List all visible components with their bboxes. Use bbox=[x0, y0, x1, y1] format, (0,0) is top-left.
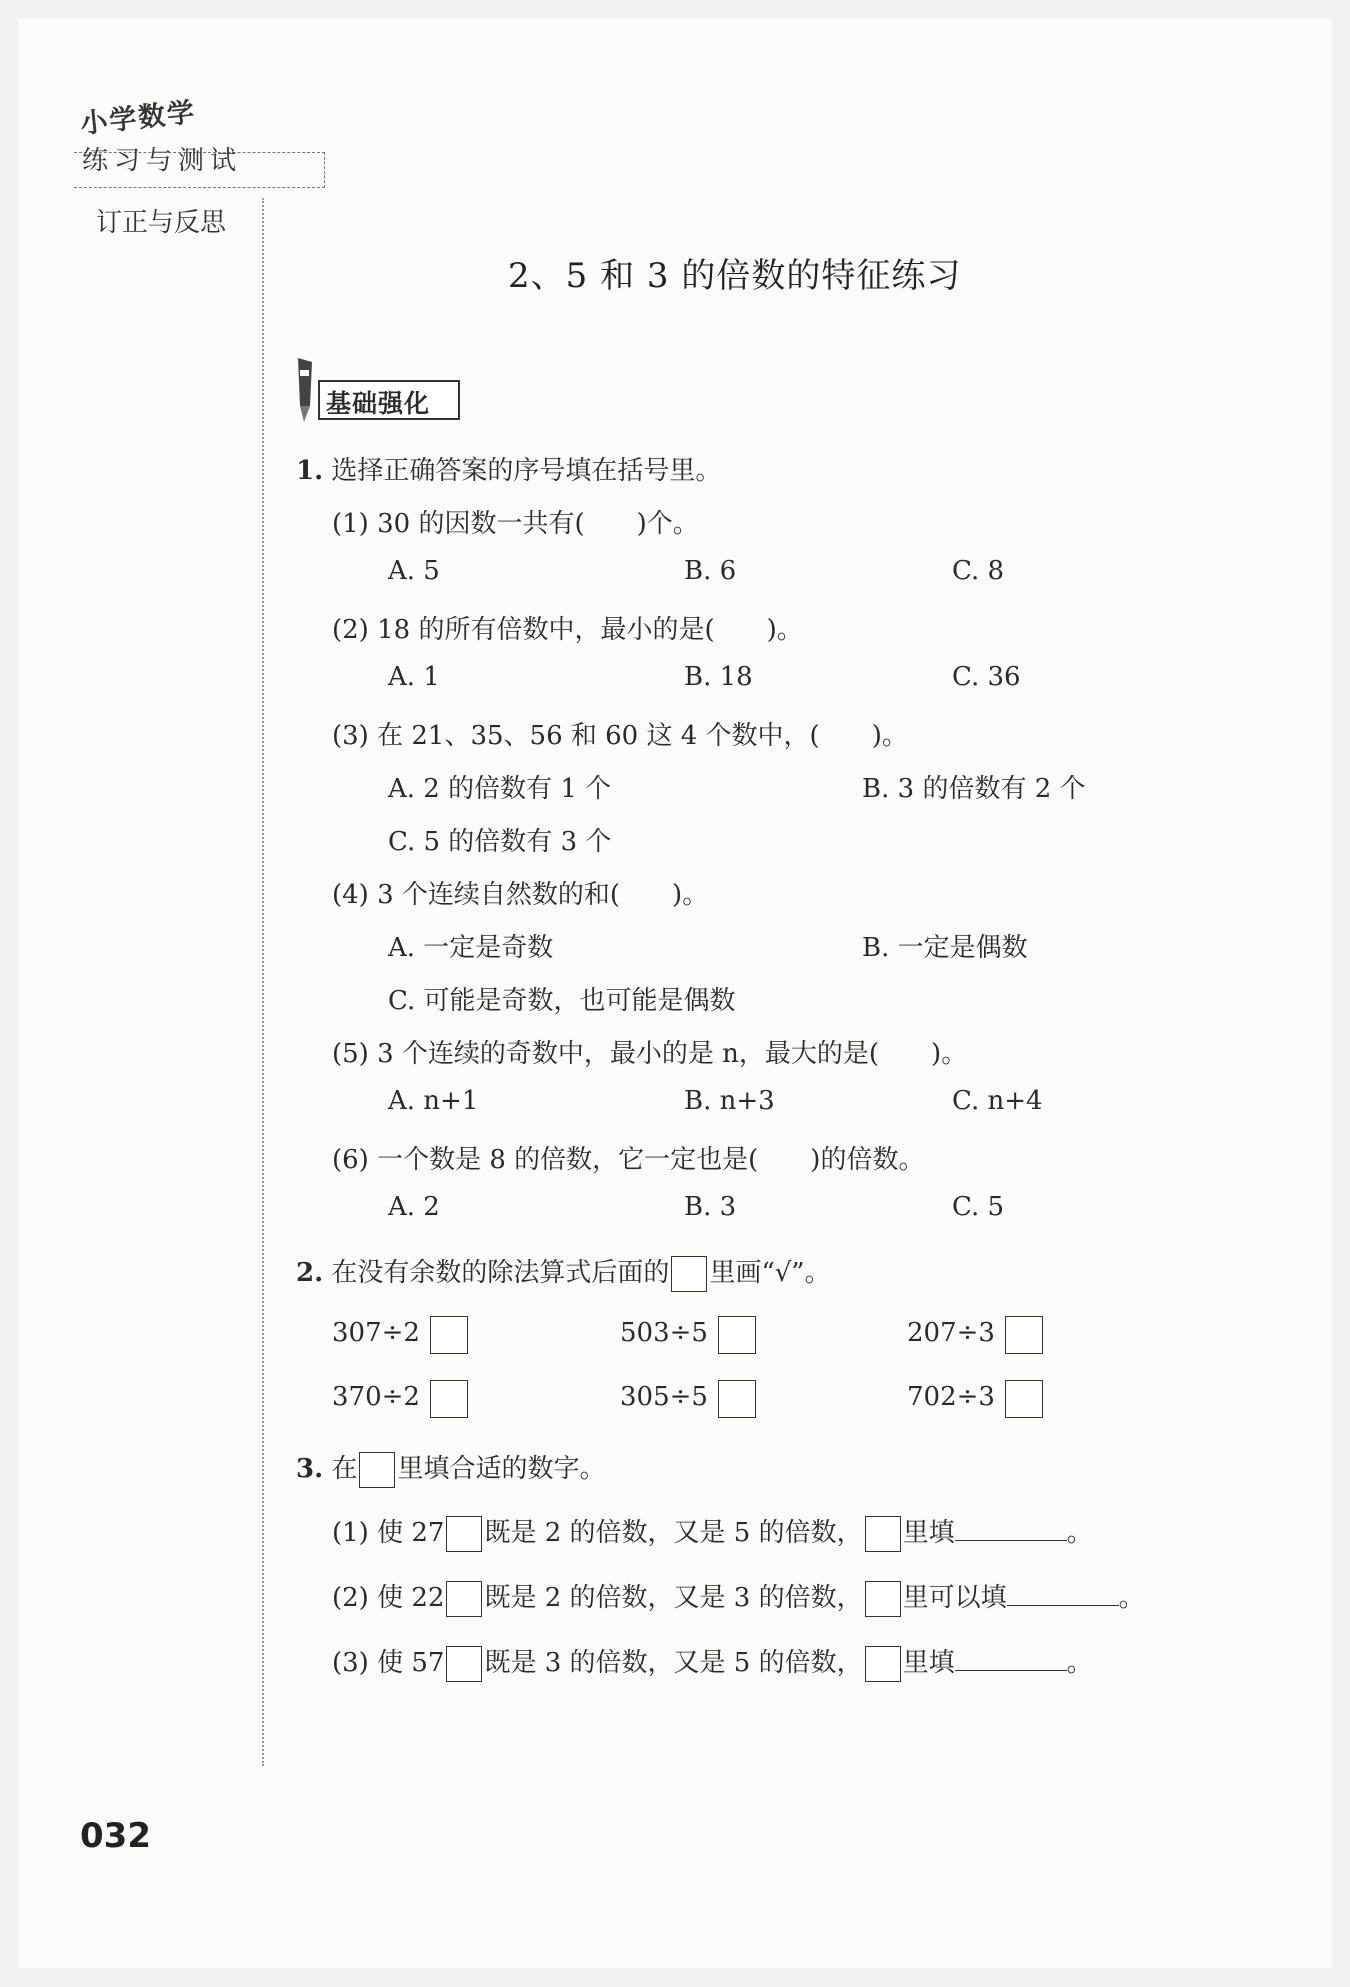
answer-blank[interactable] bbox=[955, 1646, 1067, 1671]
q2-expr-6: 702÷3 bbox=[907, 1382, 995, 1412]
q2-check-box-5[interactable] bbox=[718, 1380, 756, 1418]
answer-box bbox=[671, 1256, 707, 1292]
q1-item-3-option-b: B. 3 的倍数有 2 个 bbox=[862, 774, 1086, 804]
q3-item-1 bbox=[332, 1512, 1093, 1552]
question-text: 选择正确答案的序号填在括号里。 bbox=[331, 456, 722, 486]
q1-item-5-option-b: B. n+3 bbox=[684, 1086, 775, 1116]
q1-item-3-stem: (3) 在 21、35、56 和 60 这 4 个数中，( )。 bbox=[332, 721, 908, 751]
pencil-icon bbox=[294, 358, 316, 424]
digit-box-ref bbox=[865, 1646, 901, 1682]
q3-item-1-condition: 既是 2 的倍数，又是 5 的倍数， bbox=[484, 1518, 863, 1548]
q2-expr-2: 503÷5 bbox=[620, 1318, 708, 1348]
q3-item-2-condition: 既是 2 的倍数，又是 3 的倍数， bbox=[484, 1583, 863, 1613]
book-subtitle: 练习与测试 bbox=[82, 146, 243, 176]
q3-item-3-period: 。 bbox=[1066, 1648, 1093, 1678]
q1-item-4-option-c: C. 可能是奇数，也可能是偶数 bbox=[388, 986, 736, 1016]
q1-item-2-option-c: C. 36 bbox=[952, 662, 1021, 692]
question-text-after: 里填合适的数字。 bbox=[397, 1454, 606, 1484]
q1-item-1-stem: (1) 30 的因数一共有( )个。 bbox=[332, 509, 699, 539]
q3-item-1-period: 。 bbox=[1066, 1518, 1093, 1548]
digit-box[interactable] bbox=[446, 1581, 482, 1617]
question-2 bbox=[296, 1252, 831, 1292]
margin-label: 订正与反思 bbox=[96, 208, 227, 238]
margin-divider bbox=[262, 198, 264, 1766]
q1-item-5-option-a: A. n+1 bbox=[388, 1086, 479, 1116]
page-title: 2、5 和 3 的倍数的特征练习 bbox=[508, 256, 962, 296]
q2-check-box-3[interactable] bbox=[1005, 1316, 1043, 1354]
answer-box bbox=[359, 1452, 395, 1488]
q1-item-1-option-b: B. 6 bbox=[684, 556, 737, 586]
q1-item-6-option-c: C. 5 bbox=[952, 1192, 1005, 1222]
q3-item-2-fill-label: 里可以填 bbox=[902, 1583, 1007, 1613]
q2-expr-5: 305÷5 bbox=[620, 1382, 708, 1412]
question-number: 2. bbox=[296, 1258, 324, 1288]
q3-item-2-period: 。 bbox=[1118, 1583, 1145, 1613]
question-number: 3. bbox=[296, 1454, 324, 1484]
answer-blank[interactable] bbox=[955, 1516, 1067, 1541]
digit-box[interactable] bbox=[446, 1516, 482, 1552]
q1-item-1-option-c: C. 8 bbox=[952, 556, 1005, 586]
question-text-after: 里画“√”。 bbox=[709, 1258, 831, 1288]
question-3 bbox=[296, 1448, 605, 1488]
q1-item-3-option-a: A. 2 的倍数有 1 个 bbox=[388, 774, 612, 804]
q1-item-4-option-b: B. 一定是偶数 bbox=[862, 933, 1028, 963]
q1-item-6-stem: (6) 一个数是 8 的倍数，它一定也是( )的倍数。 bbox=[332, 1145, 925, 1175]
q1-item-1-option-a: A. 5 bbox=[388, 556, 440, 586]
q1-item-2-option-a: A. 1 bbox=[388, 662, 440, 692]
q1-item-2-option-b: B. 18 bbox=[684, 662, 753, 692]
q2-check-box-1[interactable] bbox=[430, 1316, 468, 1354]
page-number: 032 bbox=[80, 1816, 151, 1856]
q1-item-6-option-a: A. 2 bbox=[388, 1192, 440, 1222]
q2-expr-1: 307÷2 bbox=[332, 1318, 420, 1348]
q3-item-1-prefix: (1) 使 27 bbox=[332, 1518, 445, 1548]
digit-box-ref bbox=[865, 1581, 901, 1617]
q1-item-5-option-c: C. n+4 bbox=[952, 1086, 1043, 1116]
q1-item-4-stem: (4) 3 个连续自然数的和( )。 bbox=[332, 880, 709, 910]
q1-item-3-option-c: C. 5 的倍数有 3 个 bbox=[388, 827, 612, 857]
section-label: 基础强化 bbox=[326, 389, 431, 418]
q2-check-box-4[interactable] bbox=[430, 1380, 468, 1418]
answer-blank[interactable] bbox=[1007, 1581, 1119, 1606]
q2-check-box-2[interactable] bbox=[718, 1316, 756, 1354]
q1-item-2-stem: (2) 18 的所有倍数中，最小的是( )。 bbox=[332, 615, 803, 645]
q3-item-3-fill-label: 里填 bbox=[902, 1648, 955, 1678]
q2-check-box-6[interactable] bbox=[1005, 1380, 1043, 1418]
q3-item-1-fill-label: 里填 bbox=[902, 1518, 955, 1548]
question-1 bbox=[296, 450, 721, 487]
q2-expr-4: 370÷2 bbox=[332, 1382, 420, 1412]
q3-item-3-prefix: (3) 使 57 bbox=[332, 1648, 445, 1678]
q3-item-2 bbox=[332, 1577, 1145, 1617]
q3-item-3 bbox=[332, 1642, 1093, 1682]
q2-expr-3: 207÷3 bbox=[907, 1318, 995, 1348]
brand-title: 小学数学 bbox=[79, 97, 198, 140]
question-number: 1. bbox=[296, 456, 324, 486]
q3-item-2-prefix: (2) 使 22 bbox=[332, 1583, 445, 1613]
question-text-before: 在 bbox=[331, 1454, 358, 1484]
digit-box[interactable] bbox=[446, 1646, 482, 1682]
q1-item-4-option-a: A. 一定是奇数 bbox=[388, 933, 554, 963]
digit-box-ref bbox=[865, 1516, 901, 1552]
q1-item-6-option-b: B. 3 bbox=[684, 1192, 737, 1222]
q1-item-5-stem: (5) 3 个连续的奇数中，最小的是 n，最大的是( )。 bbox=[332, 1039, 968, 1069]
question-text-before: 在没有余数的除法算式后面的 bbox=[331, 1258, 670, 1288]
q3-item-3-condition: 既是 3 的倍数，又是 5 的倍数， bbox=[484, 1648, 863, 1678]
